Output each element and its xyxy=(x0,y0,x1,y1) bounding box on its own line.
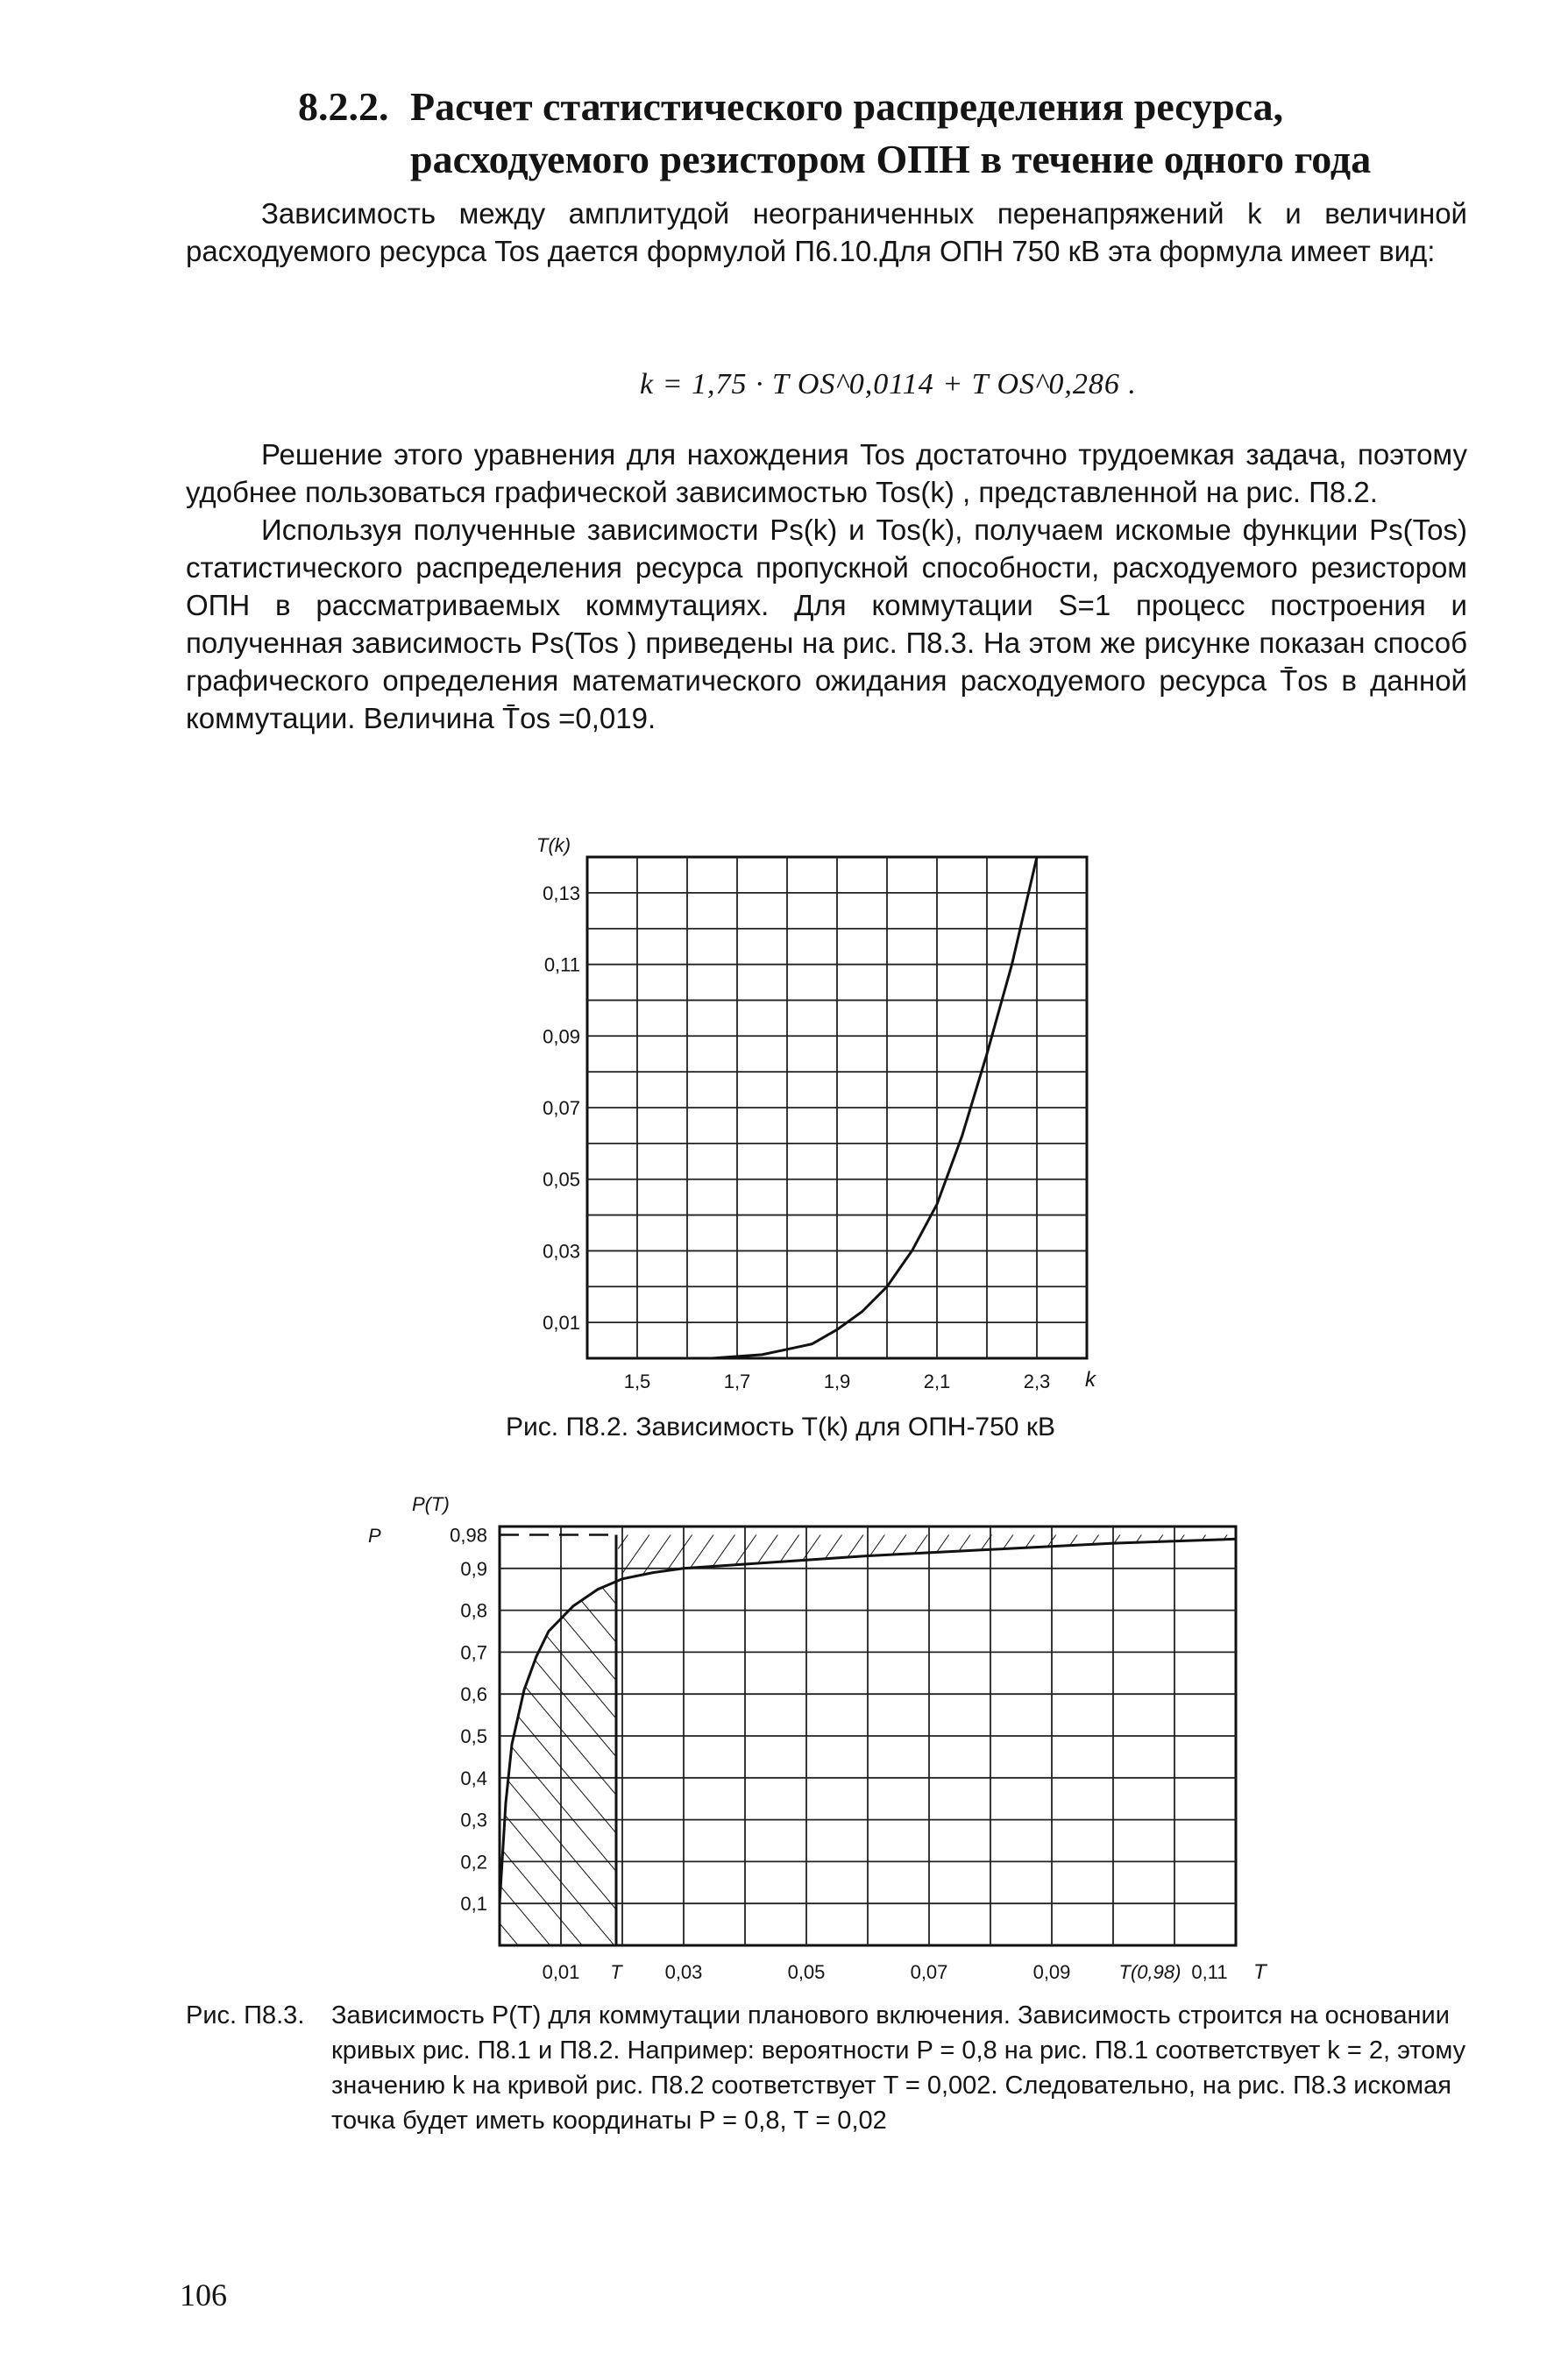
intro-paragraph-block xyxy=(186,195,1467,270)
section-title-line1: Расчет статистического распределения ресурса, xyxy=(410,84,1284,129)
fig2-y-tick-label: 0,6 xyxy=(460,1683,487,1706)
section-title-line2: расходуемого резистором ОПН в течение одного года xyxy=(410,137,1372,181)
figure2-caption-text: Зависимость P(T) для коммутации планового включения. Зависимость строится на основании кривых рис. П8.1 и П8.2. Например: вероятности P = 0,8 на рис. П8.1 соответствует k = 2, этому значению k на кривой рис. П8.2 соответствует T = 0,002. Следовательно, на рис. П8.3 искомая точка будет иметь координаты P = 0,8, T = 0,02 xyxy=(331,2001,1466,2135)
fig2-y-tick-label: 0,98 xyxy=(450,1524,487,1547)
fig2-y-axis-title: P(T) xyxy=(412,1493,450,1515)
fig2-y-tick-label: 0,2 xyxy=(460,1851,487,1874)
fig2-y-tick-label: 0,7 xyxy=(460,1641,487,1664)
fig2-p-marker: P xyxy=(368,1525,381,1547)
formula: k = 1,75 · T OS^0,0114 + T OS^0,286 . xyxy=(640,368,1137,400)
fig2-y-tick-label: 0,5 xyxy=(460,1725,487,1747)
body-text xyxy=(186,436,1467,737)
fig2-x-tick-label: 0,09 xyxy=(1032,1961,1071,1983)
fig2-y-tick-label: 0,3 xyxy=(460,1809,487,1831)
fig1-y-tick-label: 0,11 xyxy=(543,953,580,976)
fig1-grid xyxy=(587,857,1087,1358)
fig2-x-tick-label: 0,11 xyxy=(1191,1961,1228,1983)
fig2-x-tick-label: 0,07 xyxy=(910,1961,948,1983)
fig2-x-axis-title: T xyxy=(1253,1960,1267,1984)
fig1-x-tick-label: 1,5 xyxy=(623,1371,651,1392)
fig2-y-tick-label: 0,8 xyxy=(460,1599,487,1622)
paragraph-1: Решение этого уравнения для нахождения Tos достаточно трудоемкая задача, поэтому удобнее пользоваться графической зависимостью Tos(k) , представленной на рис. П8.2. xyxy=(186,438,1467,508)
fig2-y-tick-label: 0,1 xyxy=(460,1893,487,1916)
figure-pt-chart xyxy=(359,1490,1306,1989)
fig2-x-tick-label: T(0,98) xyxy=(1118,1961,1181,1983)
fig2-x-tick-label: 0,03 xyxy=(664,1961,703,1983)
fig2-x-tick-label: 0,01 xyxy=(542,1961,580,1983)
fig1-x-tick-label: 2,1 xyxy=(923,1371,951,1392)
fig1-y-tick-label: 0,01 xyxy=(543,1312,580,1335)
intro-paragraph: Зависимость между амплитудой неограниченных перенапряжений k и величиной расходуемого ресурса Tos дается формулой П6.10.Для ОПН 750 кВ эта формула имеет вид: xyxy=(186,197,1467,267)
fig1-y-tick-label: 0,09 xyxy=(543,1025,580,1048)
fig1-tick-labels xyxy=(543,882,1050,1392)
paragraph-2: Используя полученные зависимости Ps(k) и Tos(k), получаем искомые функции Ps(Tos) статистического распределения ресурса пропускной способности, расходуемого резистором ОПН в рассматриваемых коммутациях. Для коммутации S=1 процесс построения и полученная зависимость Ps(Tos ) приведены на рис. П8.3. На этом же рисунке показан способ графического определения математического ожидания расходуемого ресурса T̄os в данной коммутации. Величина T̄os =0,019. xyxy=(186,514,1467,734)
fig2-x-tick-label: T xyxy=(610,1961,622,1983)
fig1-y-tick-label: 0,13 xyxy=(543,882,580,904)
fig1-y-tick-label: 0,07 xyxy=(543,1097,580,1119)
figure1-caption: Рис. П8.2. Зависимость T(k) для ОПН-750 кВ xyxy=(506,1413,1055,1441)
fig1-x-tick-label: 1,7 xyxy=(723,1371,751,1392)
fig1-x-tick-label: 2,3 xyxy=(1023,1371,1051,1392)
hatched-area-left-of-mean xyxy=(500,1579,616,1945)
fig2-x-tick-label: 0,05 xyxy=(787,1961,826,1983)
fig2-y-tick-label: 0,9 xyxy=(460,1557,487,1580)
fig1-x-axis-title: k xyxy=(1085,1368,1096,1392)
fig1-y-axis-title: T(k) xyxy=(536,834,571,856)
fig2-y-tick-label: 0,4 xyxy=(460,1767,487,1789)
fig1-x-tick-label: 1,9 xyxy=(823,1371,851,1392)
fig1-y-tick-label: 0,03 xyxy=(543,1240,580,1263)
section-heading xyxy=(298,81,1464,186)
figure-tk-chart xyxy=(491,832,1122,1402)
page-number: 106 xyxy=(180,2277,227,2313)
section-number: 8.2.2. xyxy=(298,84,389,129)
figure2-caption-lead: Рис. П8.3. xyxy=(186,2001,305,2029)
figure2-caption xyxy=(186,1998,1467,2138)
fig1-y-tick-label: 0,05 xyxy=(543,1168,580,1191)
